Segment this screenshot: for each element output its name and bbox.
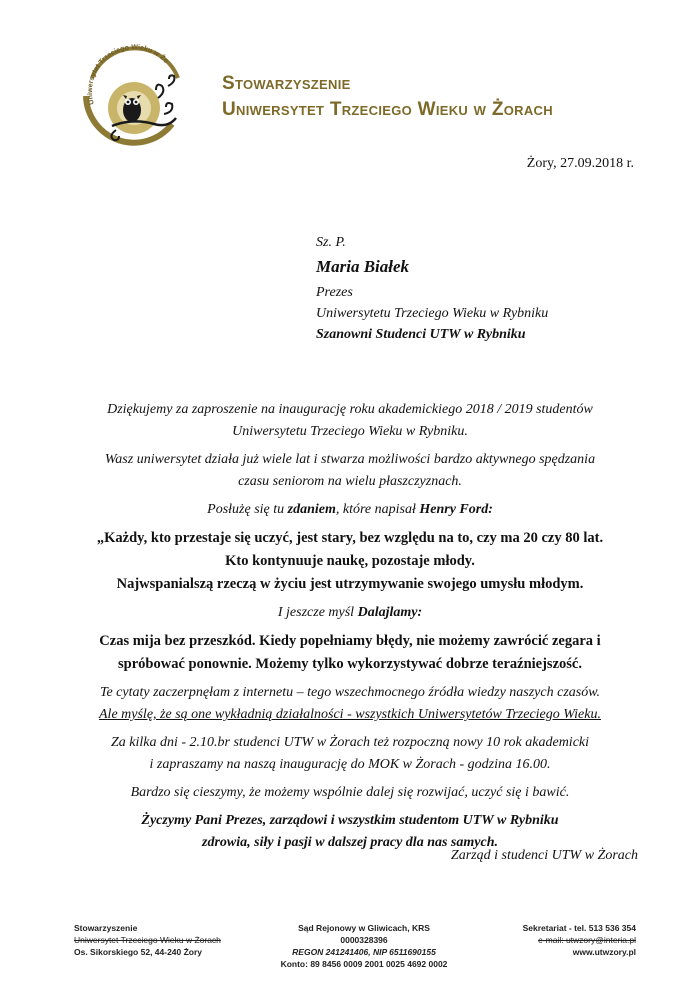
text-line: zdrowia, siły i pasji w dalszej pracy dla nas samych. xyxy=(202,835,498,850)
text-span: I jeszcze myśl xyxy=(277,605,358,620)
footer-registration xyxy=(274,922,454,970)
footer-line: Stowarzyszenie xyxy=(74,923,138,933)
footer-line: Sekretariat - tel. 513 536 354 xyxy=(522,923,636,933)
recipient-salutation: Sz. P. xyxy=(316,235,346,250)
text-line: Bardzo się cieszymy, że możemy wspólnie dalej się rozwijać, uczyć się i bawić. xyxy=(130,785,570,800)
text-line: Uniwersytetu Trzeciego Wieku w Rybniku. xyxy=(232,424,468,439)
footer-line: Sąd Rejonowy w Gliwicach, KRS 0000328396 xyxy=(298,923,430,945)
org-name-line2: Uniwersytet Trzeciego Wieku w Żorach xyxy=(222,99,553,120)
paragraph-activity xyxy=(50,449,650,493)
recipient-block xyxy=(316,232,548,345)
signature: Zarząd i studenci UTW w Żorach xyxy=(450,848,638,863)
paragraph-ford-intro xyxy=(50,499,650,521)
paragraph-dalai-intro xyxy=(50,602,650,624)
paragraph-joy xyxy=(50,782,650,804)
letter-date: Żory, 27.09.2018 r. xyxy=(526,156,634,171)
letter-body xyxy=(50,399,650,860)
quote-ford xyxy=(50,527,650,596)
quote-line: „Każdy, kto przestaje się uczyć, jest stary, bez względu na to, czy ma 20 czy 80 lat. xyxy=(96,530,604,546)
recipient-institution: Uniwersytetu Trzeciego Wieku w Rybniku xyxy=(316,306,549,321)
text-span: Henry Ford: xyxy=(419,502,493,517)
quote-line: Czas mija bez przeszkód. Kiedy popełniamy błędy, nie możemy zawrócić zegara i xyxy=(99,633,601,649)
text-line: Życzymy Pani Prezes, zarządowi i wszystkim studentom UTW w Rybniku xyxy=(141,813,559,828)
text-span: Dalajlamy: xyxy=(357,605,423,620)
text-line: Dziękujemy za zaproszenie na inaugurację roku akademickiego 2018 / 2019 studentów xyxy=(107,402,593,417)
footer-line: Os. Sikorskiego 52, 44-240 Żory xyxy=(74,947,203,957)
logo-arc-text: Uniwersytet Trzeciego Wieku w Żo xyxy=(86,44,170,106)
quote-line: spróbować ponownie. Możemy tylko wykorzystywać dobrze teraźniejszość. xyxy=(118,656,582,672)
recipient-role: Prezes xyxy=(316,285,353,300)
recipient-addressees: Szanowni Studenci UTW w Rybniku xyxy=(316,327,526,342)
quote-dalai-lama xyxy=(50,630,650,676)
text-span: zdaniem xyxy=(287,502,336,517)
recipient-name: Maria Białek xyxy=(316,257,410,276)
paragraph-invitation xyxy=(50,399,650,443)
footer-line: Konto: 89 8456 0009 2001 0025 4692 0002 xyxy=(280,959,448,969)
footer xyxy=(0,918,700,968)
footer-contact xyxy=(523,922,636,958)
letterhead xyxy=(72,38,632,148)
footer-email[interactable]: e-mail: utwzory@interia.pl xyxy=(538,935,636,945)
footer-line: REGON 241241406, NIP 6511690155 xyxy=(292,947,436,957)
text-line: czasu seniorom na wielu płaszczyznach. xyxy=(238,474,462,489)
org-name-line1: Stowarzyszenie xyxy=(222,73,351,94)
text-span: , które napisał xyxy=(335,502,420,517)
text-span: Posłużę się tu xyxy=(207,502,288,517)
quote-line: Najwspanialszą rzeczą w życiu jest utrzymywanie swojego umysłu młodym. xyxy=(116,576,584,592)
owl-on-branch-logo xyxy=(72,38,196,148)
text-line: Te cytaty zaczerpnęłam z internetu – tego wszechmocnego źródła wiedzy naszych czasów. xyxy=(99,685,601,700)
text-line: i zapraszamy na naszą inaugurację do MOK w Żorach - godzina 16.00. xyxy=(149,757,551,772)
text-line: Wasz uniwersytet działa już wiele lat i stwarza możliwości bardzo aktywnego spędzania xyxy=(104,452,596,467)
organization-name xyxy=(222,72,553,122)
paragraph-inauguration xyxy=(50,732,650,776)
paragraph-internet xyxy=(50,682,650,726)
footer-address xyxy=(74,922,221,958)
text-line: Za kilka dni - 2.10.br studenci UTW w Żorach też rozpoczną nowy 10 rok akademicki xyxy=(110,735,590,750)
quote-line: Kto kontynuuje naukę, pozostaje młody. xyxy=(225,553,475,569)
text-line: Ale myślę, że są one wykładnią działalności - wszystkich Uniwersytetów Trzeciego Wieku. xyxy=(99,707,601,722)
footer-line: Uniwersytet Trzeciego Wieku w Żorach xyxy=(74,935,221,945)
footer-website[interactable]: www.utwzory.pl xyxy=(572,947,636,957)
